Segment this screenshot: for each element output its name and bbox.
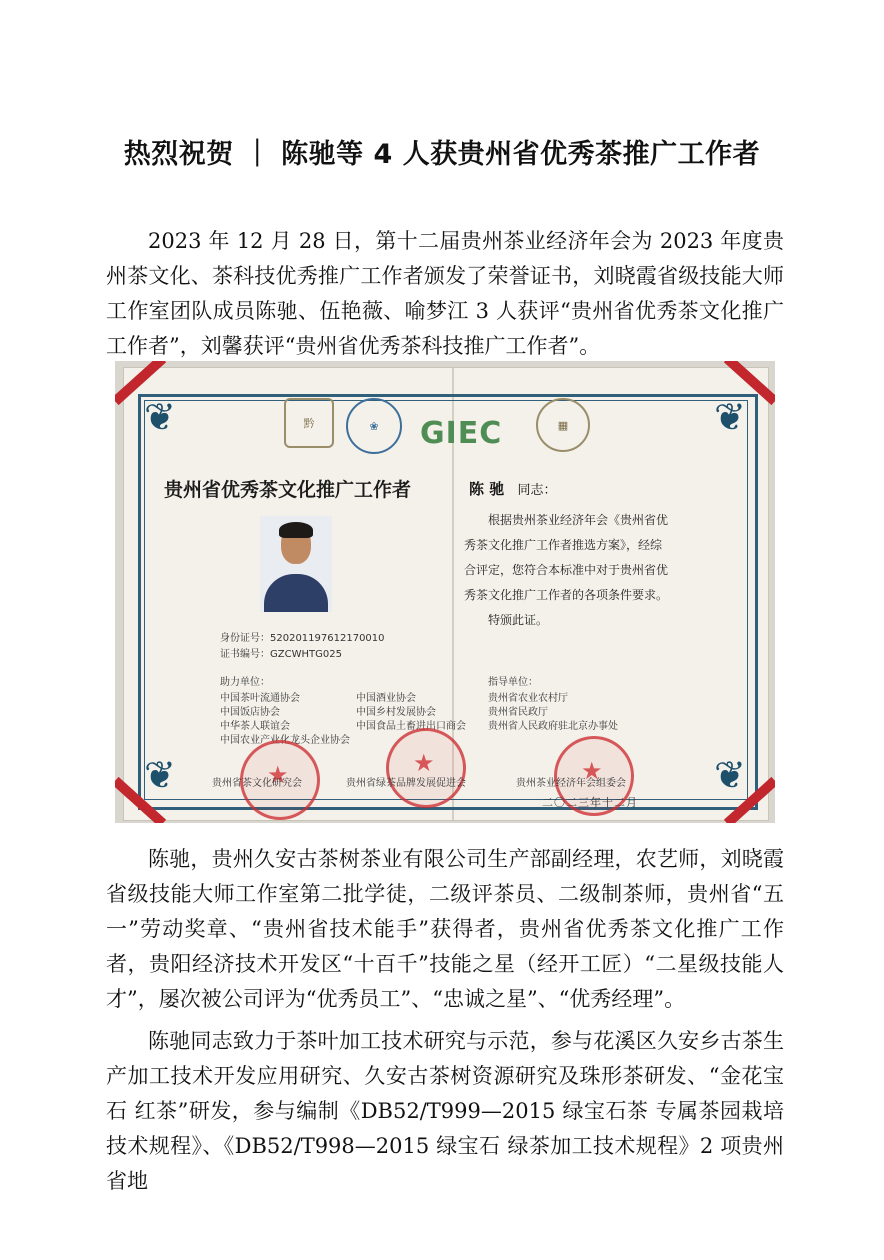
- guide-org: 贵州省农业农村厅: [488, 693, 568, 704]
- body-line: 合评定，您符合本标准中对于贵州省优: [464, 563, 669, 577]
- footer-org: 贵州省茶文化研究会: [212, 778, 302, 789]
- cert-no-value: GZCWHTG025: [270, 649, 342, 660]
- corner-ornament-icon: ❦: [144, 753, 176, 797]
- paragraph-work: 陈驰同志致力于茶叶加工技术研究与示范，参与花溪区久安乡古茶生产加工技术开发应用研究、久安古茶树资源研究及珠形茶研发、“金花宝石 红茶”研发，参与编制《DB52/T999—2015 绿宝石茶 专属茶园栽培技术规程》、《DB52/T998—2015 绿宝石 绿茶加工技术规程》2 项贵州省地: [106, 1029, 784, 1193]
- corner-ornament-icon: ❦: [714, 753, 746, 797]
- support-org: 中国饭店协会: [220, 707, 280, 718]
- footer-org: 贵州省绿茶品牌发展促进会: [346, 778, 466, 789]
- support-org: 中国食品土畜进出口商会: [356, 721, 466, 732]
- certificate-paper: [123, 367, 769, 821]
- recipient-portrait: [260, 516, 332, 612]
- id-value: 520201197612170010: [270, 633, 385, 644]
- body-line: 秀茶文化推广工作者推选方案》，经综: [464, 538, 663, 552]
- body-line: 秀茶文化推广工作者的各项条件要求。: [464, 588, 669, 602]
- body-line: 根据贵州茶业经济年会《贵州省优: [488, 513, 669, 527]
- support-org: 中国乡村发展协会: [356, 707, 436, 718]
- salutation: 同志：: [517, 483, 557, 498]
- certificate-date: 二〇二三年十二月: [542, 796, 638, 809]
- tea-expo-logo-icon: ❀: [346, 398, 402, 454]
- corner-ornament-icon: ❦: [714, 395, 746, 439]
- guide-org: 贵州省人民政府驻北京办事处: [488, 721, 618, 732]
- support-org: 中华茶人联谊会: [220, 721, 290, 732]
- certificate-body: [464, 508, 704, 633]
- official-seal-icon: [386, 728, 466, 808]
- article-title: 热烈祝贺 ｜ 陈驰等 4 人获贵州省优秀茶推广工作者: [123, 139, 761, 170]
- support-label: 助力单位：: [220, 677, 270, 688]
- guide-label: 指导单位：: [488, 677, 538, 688]
- support-org: 中国酒业协会: [356, 693, 416, 704]
- support-list-2: [356, 692, 466, 734]
- certificate-title: 贵州省优秀茶文化推广工作者: [164, 479, 412, 501]
- corner-ornament-icon: ❦: [144, 395, 176, 439]
- body-line: 特颁此证。: [488, 613, 549, 627]
- support-org: 中国农业产业化龙头企业协会: [220, 735, 350, 746]
- qian-tea-logo-icon: 黔: [284, 398, 334, 448]
- footer-org: 贵州茶业经济年会组委会: [516, 778, 626, 789]
- paragraph-intro: 2023 年 12 月 28 日，第十二届贵州茶业经济年会为 2023 年度贵州茶文化、茶科技优秀推广工作者颁发了荣誉证书，刘晓霞省级技能大师工作室团队成员陈驰、伍艳薇、喻梦江 3 人获评“贵州省优秀茶文化推广工作者”，刘馨获评“贵州省优秀茶科技推广工作者”。: [106, 229, 784, 358]
- guide-org: 贵州省民政厅: [488, 707, 548, 718]
- support-org: 中国茶叶流通协会: [220, 693, 300, 704]
- recipient-name: 陈 驰: [469, 480, 505, 498]
- certificate-photo: [115, 361, 775, 823]
- guide-list: [488, 692, 618, 734]
- annual-meeting-logo-icon: ▦: [536, 398, 590, 452]
- paragraph-bio: 陈驰，贵州久安古茶树茶业有限公司生产部副经理，农艺师，刘晓霞省级技能大师工作室第二批学徒，二级评茶员、二级制茶师，贵州省“五一”劳动奖章、“贵州省技术能手”获得者，贵州省优秀茶文化推广工作者，贵阳经济技术开发区“十百千”技能之星（经开工匠）“二星级技能人才”，屡次被公司评为“优秀员工”、“忠诚之星”、“优秀经理”。: [106, 847, 784, 1011]
- giec-logo: GIEC: [420, 416, 503, 451]
- id-label: 身份证号：: [220, 633, 270, 644]
- cert-no-label: 证书编号：: [220, 649, 270, 660]
